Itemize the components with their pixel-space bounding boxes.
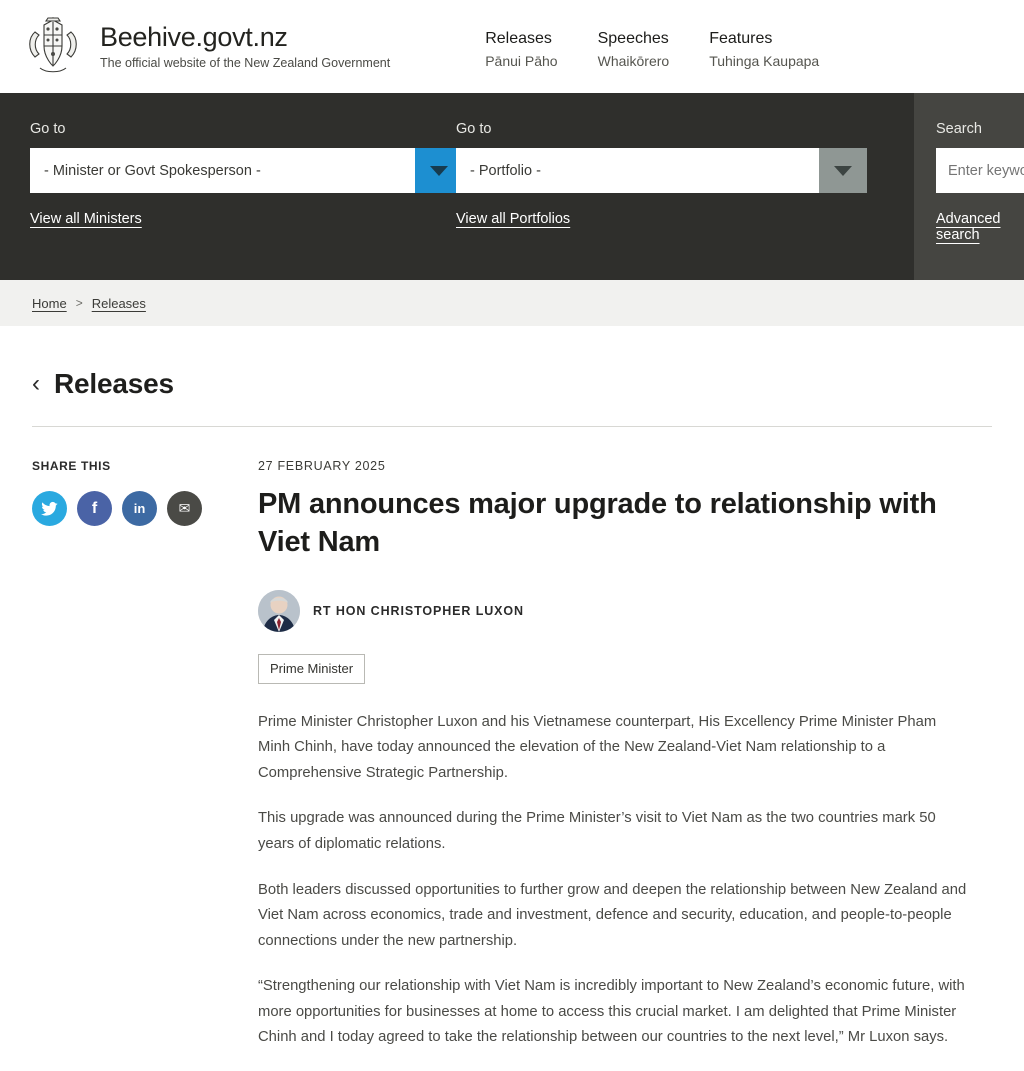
avatar [258, 590, 300, 632]
portfolio-select[interactable] [456, 148, 867, 193]
nav-item-speeches[interactable] [598, 29, 670, 71]
portfolio-goto-label: Go to [456, 121, 492, 137]
brand[interactable] [100, 23, 390, 71]
article-date: 27 FEBRUARY 2025 [258, 459, 386, 473]
facebook-icon[interactable] [77, 491, 112, 526]
view-all-portfolios-link[interactable]: View all Portfolios [456, 211, 571, 227]
search-group [914, 93, 1024, 280]
portfolio-selector-group [456, 93, 914, 280]
article-paragraph: “Strengthening our relationship with Viet Nam is incredibly important to New Zealand’s economic future, with more opportunities for businesses at home to access this crucial market. I am delighted that Prime Minister Chinh and I today agreed to take the relationship between our countries to the next level,” Mr Luxon says. [258, 978, 965, 1046]
primary-nav [485, 23, 819, 71]
share-this-label: SHARE THIS [32, 459, 111, 473]
nav-item-releases-label: Releases [485, 29, 552, 47]
nav-item-speeches-label: Speeches [597, 29, 669, 47]
chevron-left-icon[interactable]: ‹ [32, 370, 40, 397]
article-layout [0, 427, 1024, 1071]
article-paragraph: This upgrade was announced during the Prime Minister’s visit to Viet Nam as the two countries mark 50 years of diplomatic relations. [258, 810, 936, 852]
facebook-glyph: f [91, 499, 98, 517]
linkedin-icon[interactable] [122, 491, 157, 526]
share-icon-list [32, 491, 258, 526]
minister-select-value[interactable]: - Minister or Govt Spokesperson - [30, 148, 415, 193]
email-icon[interactable] [167, 491, 202, 526]
article-paragraph: Both leaders discussed opportunities to further grow and deepen the relationship between New Zealand and Viet Nam across economics, trade and investment, defence and security, education, and people-to-people connections under the new partnership. [258, 881, 967, 949]
nav-item-releases-maori: Pānui Pāho [485, 53, 558, 70]
nav-item-features-maori: Tuhinga Kaupapa [709, 53, 820, 70]
site-header [0, 0, 1024, 93]
advanced-search-link[interactable]: Advanced search [936, 211, 1001, 243]
breadcrumb-item-releases[interactable]: Releases [91, 295, 146, 311]
nav-item-features-label: Features [709, 29, 773, 47]
twitter-icon[interactable] [32, 491, 67, 526]
nav-item-features[interactable] [709, 29, 819, 71]
brand-subtitle: The official website of the New Zealand Government [100, 56, 391, 71]
article-title: PM announces major upgrade to relationship with Viet Nam [258, 488, 937, 559]
article-paragraph: Prime Minister Christopher Luxon and his Vietnamese counterpart, His Excellency Prime Minister Pham Minh Chinh, have today announced the elevation of the New Zealand-Viet Nam relationship to a Comprehensive Strategic Partnership. [258, 713, 937, 781]
page-title-area [0, 326, 1024, 427]
portfolio-select-value[interactable]: - Portfolio - [456, 148, 819, 193]
search-label: Search [936, 121, 982, 137]
linkedin-glyph: in [133, 501, 146, 516]
nav-item-speeches-maori: Whaikōrero [597, 53, 670, 70]
minister-goto-label: Go to [30, 121, 66, 137]
email-glyph: ✉ [178, 500, 191, 516]
page-title: Releases [54, 368, 174, 399]
nz-coat-of-arms-icon [22, 16, 84, 78]
search-band [0, 93, 1024, 280]
portfolio-tag[interactable]: Prime Minister [258, 654, 365, 684]
view-all-ministers-link[interactable]: View all Ministers [30, 211, 142, 227]
brand-title: Beehive.govt.nz [100, 21, 288, 52]
breadcrumb [0, 280, 1024, 326]
search-input[interactable] [936, 148, 1024, 193]
minister-select[interactable] [30, 148, 463, 193]
minister-selector-group [0, 93, 456, 280]
author-row [258, 590, 974, 632]
chevron-down-icon[interactable] [819, 148, 867, 193]
share-column [32, 459, 258, 1071]
author-name: RT HON CHRISTOPHER LUXON [313, 603, 524, 618]
article [258, 459, 974, 1071]
nav-item-releases[interactable] [485, 29, 557, 71]
breadcrumb-item-home[interactable]: Home [32, 295, 67, 311]
breadcrumb-separator: > [75, 296, 83, 310]
